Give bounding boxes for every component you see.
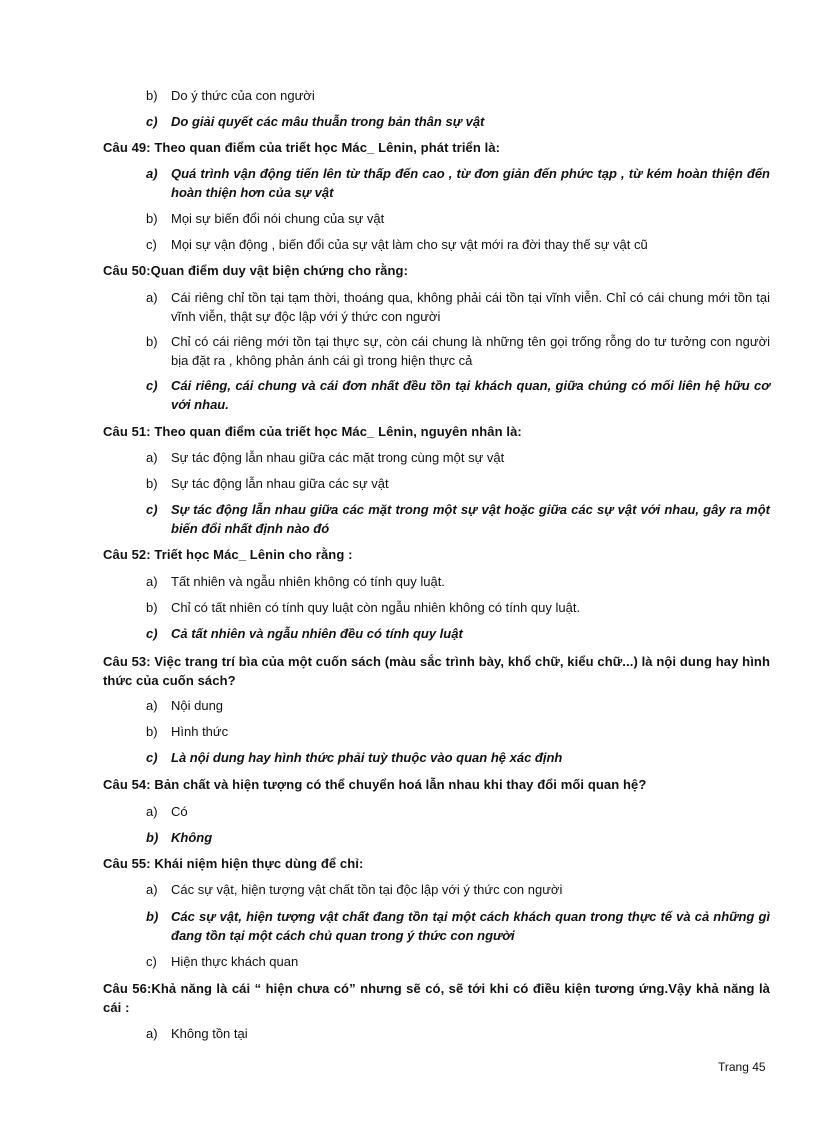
option-a: a) Không tồn tại: [146, 1026, 248, 1041]
answer-option-c: c) Là nội dung hay hình thức phải tuỳ thuộc vào quan hệ xác định: [146, 750, 563, 765]
question-52: Câu 52: Triết học Mác_ Lênin cho rằng :: [103, 547, 353, 562]
answer-option-a: a) Quá trình vận động tiến lên từ thấp đến cao , từ đơn giản đến phức tạp , từ kém hoàn thiện đến hoàn thiện hơn của sự vật: [146, 166, 770, 200]
option-a: a) Nội dung: [146, 698, 224, 713]
option-b: b) Mọi sự biến đổi nói chung của sự vật: [146, 211, 385, 226]
question-55: Câu 55: Khái niệm hiện thực dùng để chỉ:: [103, 856, 364, 871]
answer-option-b: b) Các sự vật, hiện tượng vật chất đang tồn tại một cách khách quan trong thực tế và cả những gì đang tồn tại một cách chủ quan trong ý thức con người: [146, 909, 770, 943]
question-51: Câu 51: Theo quan điểm của triết học Mác_ Lênin, nguyên nhân là:: [103, 424, 522, 439]
question-56: Câu 56:Khả năng là cái “ hiện chưa có” nhưng sẽ có, sẽ tới khi có điều kiện tương ứng.Vậy khả năng là cái :: [103, 981, 770, 1015]
answer-option-c: c) Do giải quyết các mâu thuẫn trong bản thân sự vật: [146, 114, 485, 129]
option-b: b) Hình thức: [146, 724, 229, 739]
question-54: Câu 54: Bản chất và hiện tượng có thể chuyển hoá lẫn nhau khi thay đổi mối quan hệ?: [103, 777, 647, 792]
answer-option-b: b) Không: [146, 830, 213, 845]
page-number: Trang 45: [718, 1060, 766, 1074]
option-b: b) Do ý thức của con người: [146, 88, 315, 103]
answer-option-c: c) Sự tác động lẫn nhau giữa các mặt trong một sự vật hoặc giữa các sự vật với nhau, gây ra một biến đổi nhất định nào đó: [146, 502, 770, 536]
option-b: b) Chỉ có tất nhiên có tính quy luật còn ngẫu nhiên không có tính quy luật.: [146, 600, 581, 615]
option-b: b) Chỉ có cái riêng mới tồn tại thực sự, còn cái chung là những tên gọi trống rỗng do tư tưởng con người bịa đặt ra , không phản ánh cái gì trong hiện thực cả: [146, 334, 770, 368]
question-50: Câu 50:Quan điểm duy vật biện chứng cho rằng:: [103, 263, 409, 278]
answer-option-c: c) Cái riêng, cái chung và cái đơn nhất đều tồn tại khách quan, giữa chúng có mối liên hệ hữu cơ với nhau.: [146, 378, 770, 412]
option-c: c) Mọi sự vận động , biến đổi của sự vật làm cho sự vật mới ra đời thay thế sự vật cũ: [146, 237, 648, 252]
option-b: b) Sự tác động lẫn nhau giữa các sự vật: [146, 476, 389, 491]
option-a: a) Các sự vật, hiện tượng vật chất tồn tại độc lập với ý thức con người: [146, 882, 563, 897]
question-49: Câu 49: Theo quan điểm của triết học Mác_ Lênin, phát triển là:: [103, 140, 501, 155]
option-a: a) Sự tác động lẫn nhau giữa các mặt trong cùng một sự vật: [146, 450, 505, 465]
question-53: Câu 53: Việc trang trí bìa của một cuốn sách (màu sắc trình bày, khổ chữ, kiểu chữ...) là nội dung hay hình thức của cuốn sách?: [103, 654, 770, 688]
option-a: a) Cái riêng chỉ tồn tại tạm thời, thoáng qua, không phải cái tồn tại vĩnh viễn. Chỉ có cái chung mới tồn tại vĩnh viễn, thật sự độc lập với ý thức con người: [146, 290, 770, 324]
option-a: a) Tất nhiên và ngẫu nhiên không có tính quy luật.: [146, 574, 445, 589]
option-a: a) Có: [146, 804, 188, 819]
answer-option-c: c) Cả tất nhiên và ngẫu nhiên đều có tính quy luật: [146, 626, 463, 641]
option-c: c) Hiện thực khách quan: [146, 954, 299, 969]
